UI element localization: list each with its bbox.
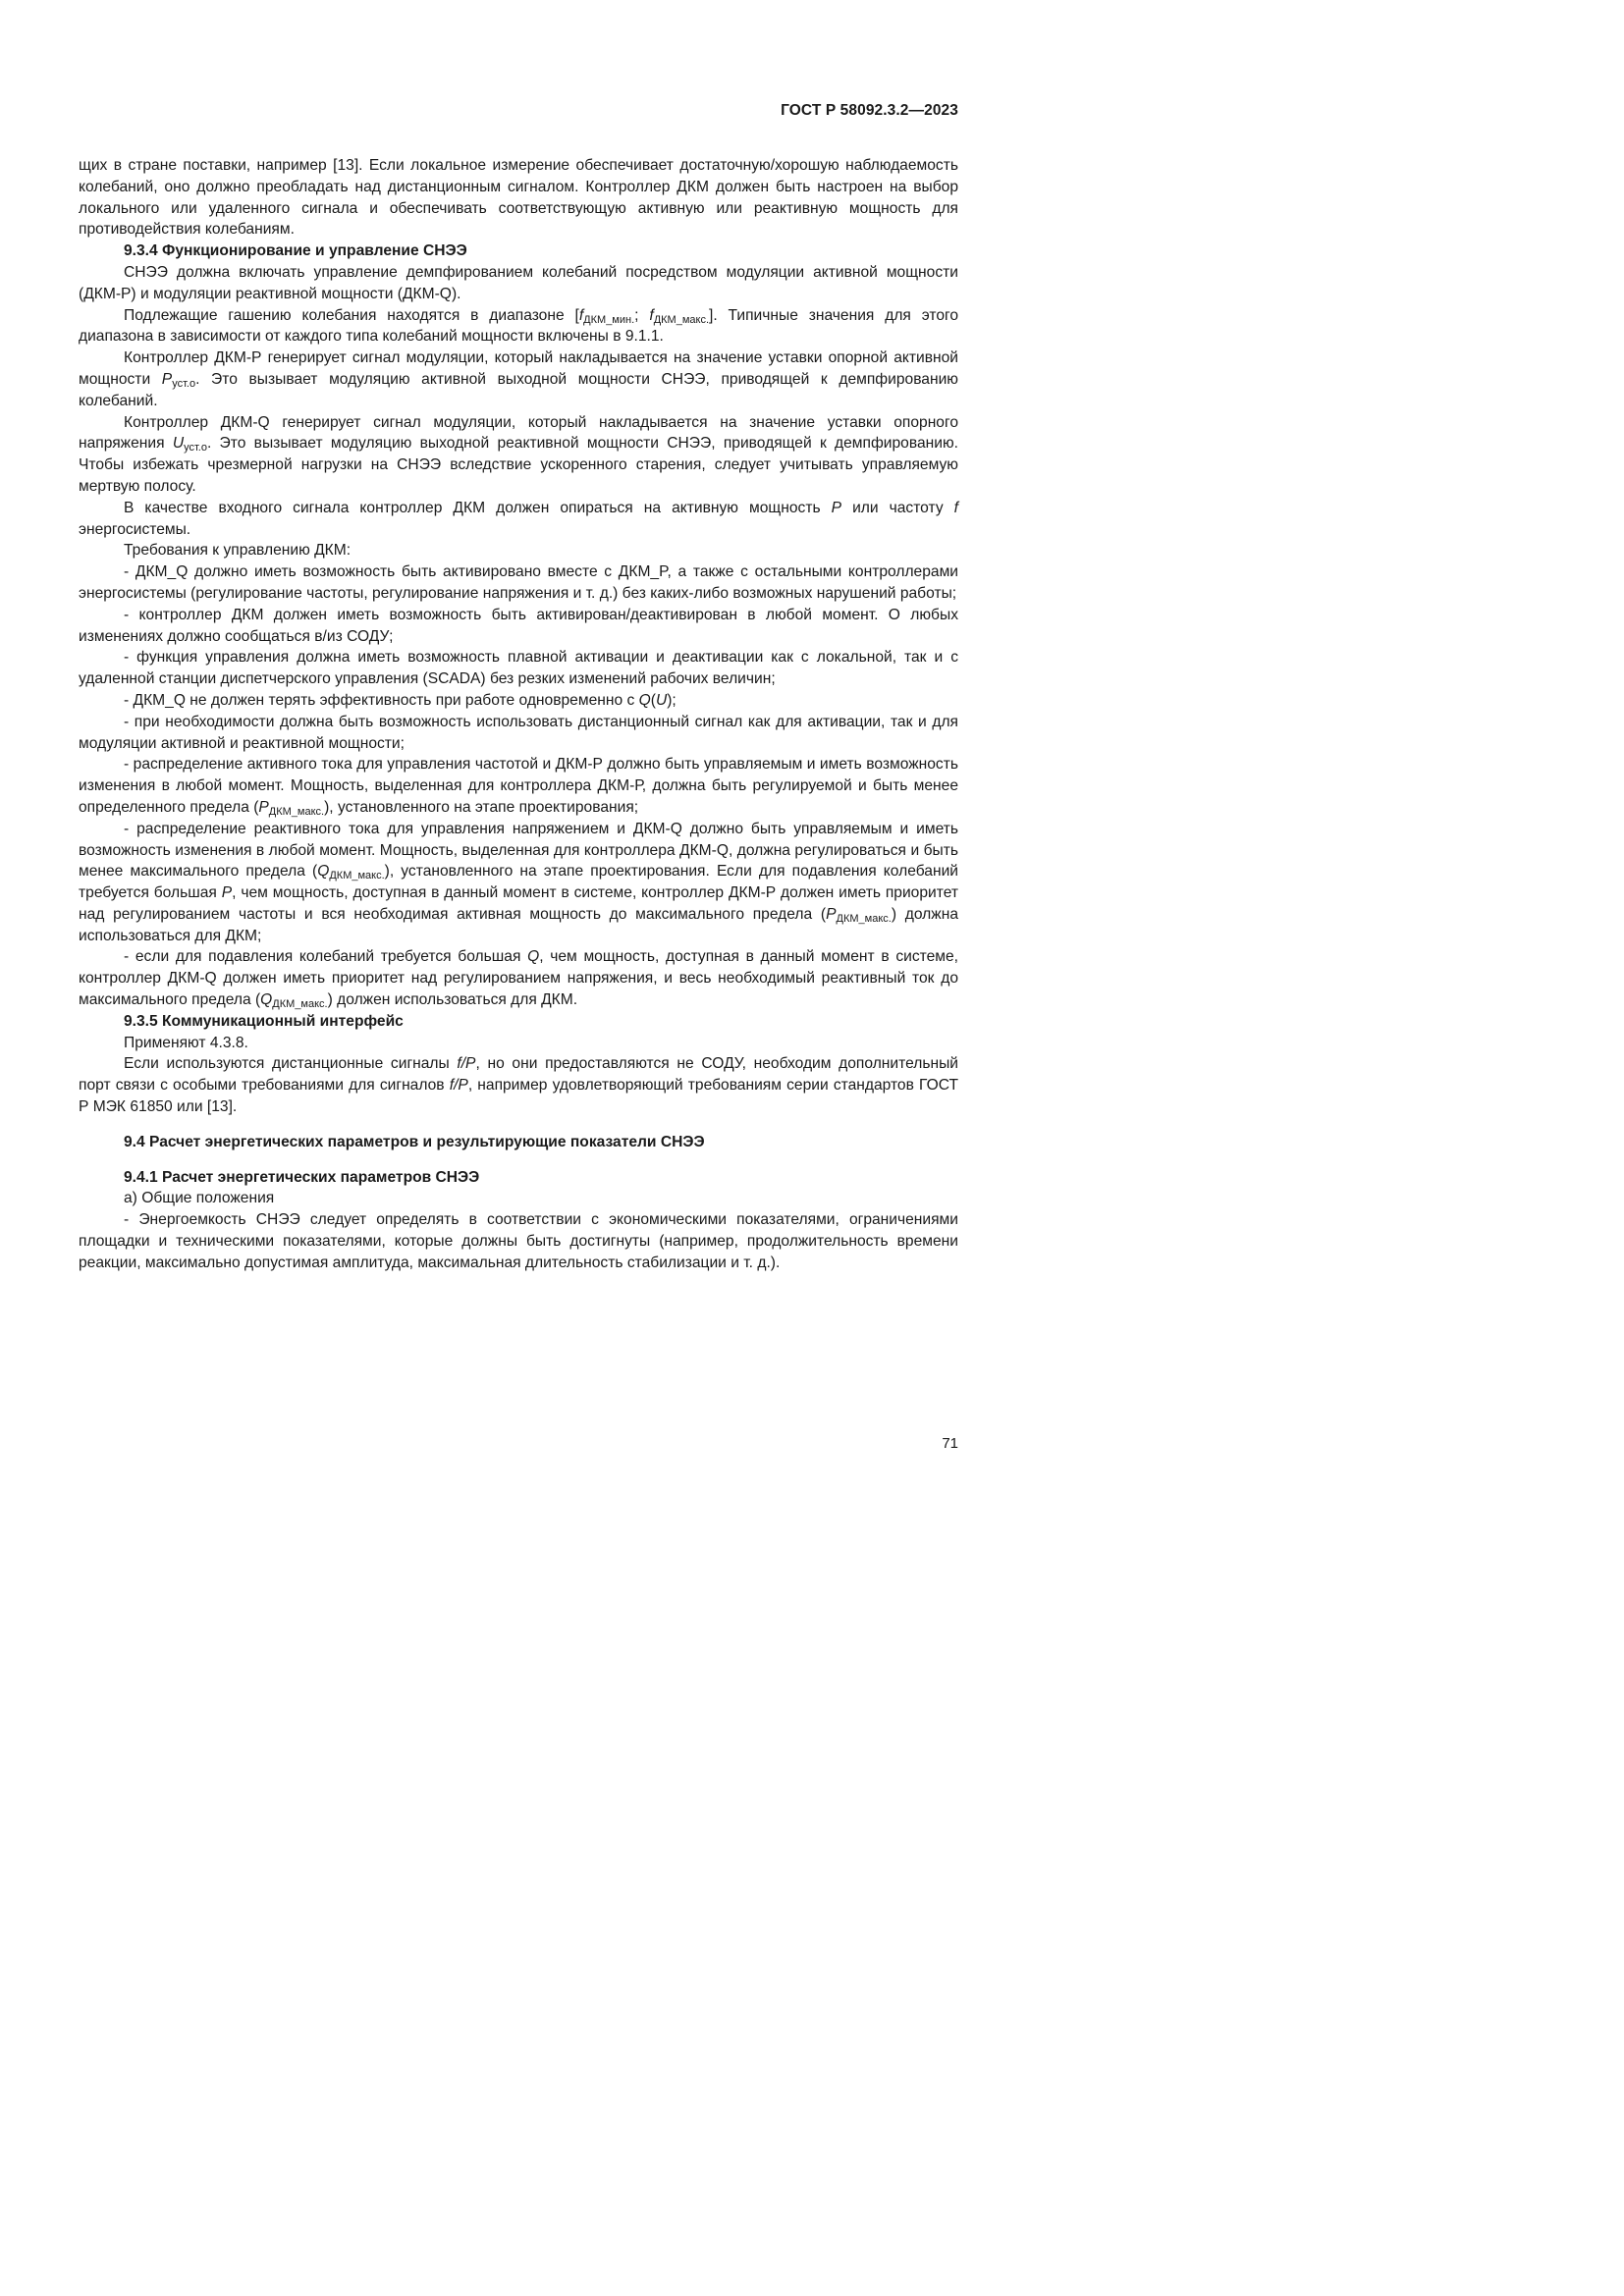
list-item: - распределение реактивного тока для управления напряжением и ДКМ-Q должно быть управляемым и иметь возможность изменения в любой момент. Мощность, выделенная для контроллера ДКМ-Q, должна регулироваться и быть менее максимального предела $(Q_{ДКМ\_макс.})$, установленного на этапе проектирования. Если для подавления колебаний требуется большая P, чем мощность, доступная в данный момент в системе, контроллер ДКМ-Р должен иметь приоритет над регулированием частоты и вся необходимая активная мощность до максимального предела $(P_{ДКМ\_макс.})$ должна использоваться для ДКМ; [79, 820, 958, 944]
paragraph: СНЭЭ должна включать управление демпфированием колебаний посредством модуляции активной мощности (ДКМ-P) и модуляции реактивной мощности (ДКМ-Q). [79, 263, 958, 302]
list-item: - контроллер ДКМ должен иметь возможность быть активирован/деактивирован в любой момент. О любых изменениях должно сообщаться в/из СОДУ; [79, 606, 958, 645]
paragraph: Контроллер ДКМ-Р генерирует сигнал модуляции, который накладывается на значение уставки опорной активной мощности $P_{уст.о}$. Это вызывает модуляцию активной выходной мощности СНЭЭ, приводящей к демпфированию колебаний. [79, 349, 958, 409]
section-heading-9-4-1: 9.4.1 Расчет энергетических параметров СНЭЭ [124, 1168, 480, 1186]
document-header: ГОСТ Р 58092.3.2—2023 [781, 102, 958, 119]
paragraph: Контроллер ДКМ-Q генерирует сигнал модуляции, который накладывается на значение уставки опорного напряжения $U_{уст.о}$. Это вызывает модуляцию выходной реактивной мощности СНЭЭ, приводящей к демпфированию. Чтобы избежать чрезмерной нагрузки на СНЭЭ вследствие ускоренного старения, следует учитывать управляемую мертвую полосу. [79, 413, 958, 495]
list-item: - если для подавления колебаний требуется большая Q, чем мощность, доступная в данный момент в системе, контроллер ДКМ-Q должен иметь приоритет над регулированием напряжения, и весь необходимый реактивный ток до максимального предела $(Q_{ДКМ\_макс.})$ должен использоваться для ДКМ. [79, 948, 958, 1011]
section-heading-9-4: 9.4 Расчет энергетических параметров и результирующие показатели СНЭЭ [124, 1133, 705, 1150]
list-item: - функция управления должна иметь возможность плавной активации и деактивации как с локальной, так и с удаленной станции диспетчерского управления (SCADA) без резких изменений рабочих величин; [79, 649, 958, 688]
list-item: - ДКМ_Q должно иметь возможность быть активировано вместе с ДКМ_P, а также с остальными контроллерами энергосистемы (регулирование частоты, регулирование напряжения и т. д.) без каких-либо возможных нарушений работы; [79, 563, 958, 602]
list-item: - при необходимости должна быть возможность использовать дистанционный сигнал как для активации, так и для модуляции активной и реактивной мощности; [79, 713, 958, 752]
document-body [79, 155, 958, 1274]
paragraph: Подлежащие гашению колебания находятся в диапазоне [$f_{ДКМ\_мин.}$; $f_{ДКМ\_макс.}$]. Типичные значения для этого диапазона в зависимости от каждого типа колебаний мощности включены в 9.1.1. [79, 306, 959, 346]
section-heading-9-3-4: 9.3.4 Функционирование и управление СНЭЭ [124, 242, 467, 260]
paragraph: Требования к управлению ДКМ: [124, 542, 352, 560]
paragraph: Если используются дистанционные сигналы f/P, но они предоставляются не СОДУ, необходим дополнительный порт связи с особыми требованиями для сигналов f/P, например удовлетворяющий требованиям серии стандартов ГОСТ Р МЭК 61850 или [13]. [79, 1055, 958, 1116]
paragraph: а) Общие положения [124, 1190, 275, 1207]
section-heading-9-3-5: 9.3.5 Коммуникационный интерфейс [124, 1012, 404, 1030]
list-item: - распределение активного тока для управления частотой и ДКМ-Р должно быть управляемым и иметь возможность изменения в любой момент. Мощность, выделенная для контроллера ДКМ-Р, должна быть регулируемой и быть менее определенного предела $(P_{ДКМ\_макс.})$, установленного на этапе проектирования; [79, 756, 958, 818]
list-item: - ДКМ_Q не должен терять эффективность при работе одновременно с Q(U); [124, 691, 677, 709]
paragraph: В качестве входного сигнала контроллер ДКМ должен опираться на активную мощность P или частоту f энергосистемы. [79, 499, 958, 538]
page-number: 71 [942, 1435, 958, 1452]
paragraph: - Энергоемкость СНЭЭ следует определять в соответствии с экономическими показателями, ограничениями площадки и техническими показателями, которые должны быть достигнуты (например, продолжительность времени реакции, максимально допустимая амплитуда, максимальная длительность стабилизации и т. д.). [79, 1211, 958, 1271]
paragraph: Применяют 4.3.8. [124, 1034, 248, 1051]
paragraph-continuation: щих в стране поставки, например [13]. Если локальное измерение обеспечивает достаточную/хорошую наблюдаемость колебаний, оно должно преобладать над дистанционным сигналом. Контроллер ДКМ должен быть настроен на выбор локального или удаленного сигнала и обеспечивать соответствующую активную или реактивную мощность для противодействия колебаниям. [79, 157, 958, 239]
